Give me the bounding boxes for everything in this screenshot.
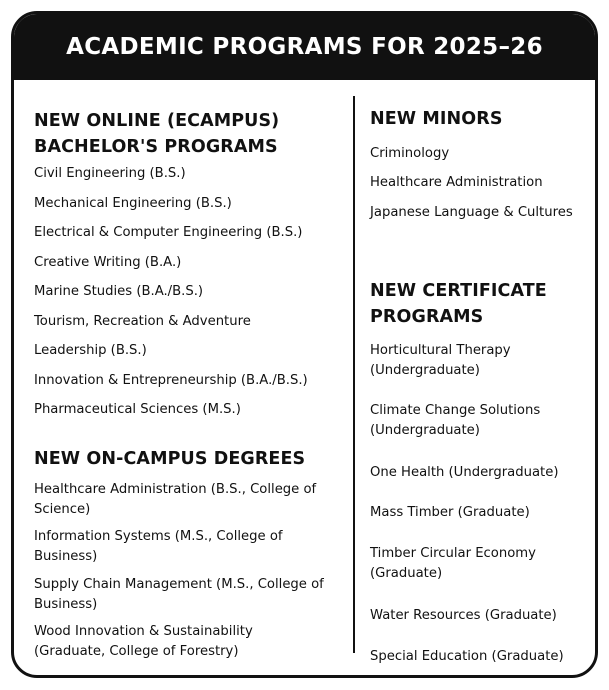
title-banner — [14, 14, 595, 80]
list-item: Horticultural Therapy (Undergraduate) — [370, 343, 511, 378]
list-item: Special Education (Graduate) — [370, 649, 564, 664]
list-item: Pharmaceutical Sciences (M.S.) — [34, 402, 241, 417]
list-item: Supply Chain Management (M.S., College of Business) — [34, 577, 324, 612]
list-item: Leadership (B.S.) — [34, 343, 147, 358]
list-item: Wood Innovation & Sustainability (Graduate, College of Forestry) — [34, 624, 253, 659]
list-item: Electrical & Computer Engineering (B.S.) — [34, 225, 303, 240]
column-divider — [353, 96, 355, 653]
list-item: Civil Engineering (B.S.) — [34, 166, 186, 181]
list-item: One Health (Undergraduate) — [370, 465, 559, 480]
list-item: Marine Studies (B.A./B.S.) — [34, 284, 204, 299]
list-item: Criminology — [370, 146, 450, 161]
list-item: Information Systems (M.S., College of Business) — [34, 529, 283, 564]
programs-card — [11, 11, 598, 678]
list-item: Mass Timber (Graduate) — [370, 505, 530, 520]
list-item: Water Resources (Graduate) — [370, 608, 557, 623]
list-item: Healthcare Administration (B.S., College of Science) — [34, 482, 317, 517]
list-item: Climate Change Solutions (Undergraduate) — [370, 403, 541, 438]
page-title: ACADEMIC PROGRAMS FOR 2025–26 — [66, 34, 543, 60]
list-item: Healthcare Administration — [370, 175, 543, 190]
certificates-heading: NEW CERTIFICATE PROGRAMS — [370, 281, 547, 327]
list-item: Innovation & Entrepreneurship (B.A./B.S.) — [34, 373, 308, 388]
minors-heading: NEW MINORS — [370, 109, 503, 129]
list-item: Creative Writing (B.A.) — [34, 255, 182, 270]
list-item: Mechanical Engineering (B.S.) — [34, 196, 232, 211]
list-item: Japanese Language & Cultures — [370, 205, 573, 220]
on-campus-heading: NEW ON-CAMPUS DEGREES — [34, 449, 306, 469]
ecampus-heading: NEW ONLINE (ECAMPUS) BACHELOR'S PROGRAMS — [34, 111, 280, 157]
list-item: Tourism, Recreation & Adventure — [34, 314, 251, 329]
list-item: Timber Circular Economy (Graduate) — [370, 546, 536, 581]
